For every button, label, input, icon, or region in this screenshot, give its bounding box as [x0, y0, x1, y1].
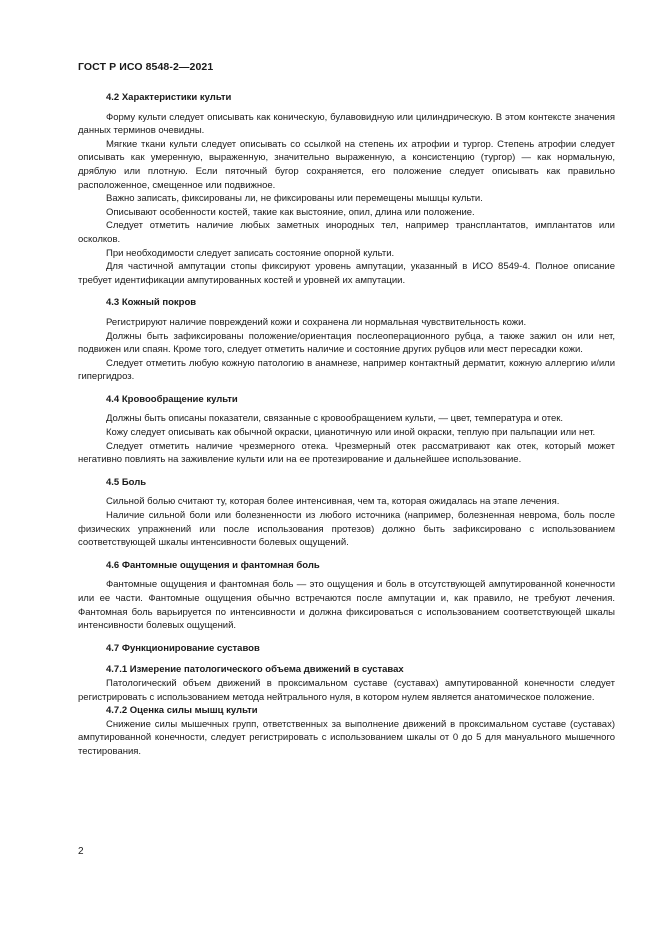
page-header: ГОСТ Р ИСО 8548-2—2021	[78, 61, 214, 73]
section-body	[78, 578, 615, 632]
section-body	[78, 111, 615, 288]
paragraph: При необходимости следует записать состояние опорной культи.	[106, 247, 395, 259]
section-body	[78, 495, 615, 549]
paragraph: Описывают особенности костей, такие как выстояние, опил, длина или положение.	[106, 206, 475, 218]
section-heading: 4.5 Боль	[106, 476, 147, 488]
paragraph: Сильной болью считают ту, которая более интенсивная, чем та, которая ожидалась на этапе лечения.	[106, 496, 560, 508]
paragraph: Кожу следует описывать как обычной окраски, цианотичную или иной окраски, теплую при пальпации или нет.	[106, 427, 596, 439]
section-body	[78, 718, 615, 759]
paragraph: Патологический объем движений в проксимальном суставе (суставах) ампутированной конечности следует регистрировать с использованием метода нейтрального нуля, в котором нулем является анатомическое положение.	[78, 677, 615, 703]
page-number: 2	[78, 846, 84, 857]
paragraph: Следует отметить наличие чрезмерного отека. Чрезмерный отек рассматривают как отек, который может негативно повлиять на заживление культи или на ее протезирование и дальнейшее использование.	[78, 440, 615, 466]
subsection-heading: 4.7.2 Оценка силы мышц культи	[106, 705, 258, 717]
paragraph: Наличие сильной боли или болезненности из любого источника (например, болезненная неврома, боль после физических упражнений или после использования протезов) должно быть зафиксировано с использованием соответствующей шкалы интенсивности болевых ощущений.	[78, 510, 615, 549]
section-heading: 4.6 Фантомные ощущения и фантомная боль	[106, 559, 320, 571]
paragraph: Должны быть зафиксированы положение/ориентация послеоперационного рубца, а также зажил он или нет, подвижен или спаян. Кроме того, следует отметить наличие и состояние других рубцов или мест пересадки кожи.	[78, 330, 615, 356]
section-heading: 4.3 Кожный покров	[106, 297, 197, 309]
section-heading: 4.7 Функционирование суставов	[106, 642, 260, 654]
section-heading: 4.4 Кровообращение культи	[106, 393, 238, 405]
page-content	[78, 91, 615, 759]
paragraph: Важно записать, фиксированы ли, не фиксированы или перемещены мышцы культи.	[106, 193, 483, 205]
paragraph: Следует отметить любую кожную патологию в анамнезе, например контактный дерматит, кожную аллергию и/или гипергидроз.	[78, 357, 615, 383]
paragraph: Мягкие ткани культи следует описывать со ссылкой на степень их атрофии и тургор. Степень атрофии следует описывать как умеренную, выраженную, значительно выраженную, а консистенцию (тургор) — как нормальную, дряблую или плотную. Если пяточный бугор сохраняется, его положение следует описывать как правильно расположенное, смещенное или подвижное.	[78, 138, 615, 191]
paragraph: Снижение силы мышечных групп, ответственных за выполнение движений в проксимальном суставе (суставах) ампутированной конечности, следует регистрировать с использованием шкалы от 0 до 5 для мануального мышечного тестирования.	[78, 718, 615, 757]
section-body	[78, 677, 615, 704]
section-heading: 4.2 Характеристики культи	[106, 92, 232, 103]
paragraph: Следует отметить наличие любых заметных инородных тел, например трансплантатов, имплантатов или осколков.	[78, 220, 615, 245]
paragraph: Фантомные ощущения и фантомная боль — это ощущения и боль в отсутствующей ампутированной конечности или ее части. Фантомные ощущения обычно встречаются после ампутации и, как правило, не требуют лечения. Фантомная боль варьируется по интенсивности и должна фиксироваться с использованием соответствующей шкалы интенсивности болевых ощущений.	[78, 579, 615, 632]
subsection-heading: 4.7.1 Измерение патологического объема движений в суставах	[106, 664, 404, 676]
paragraph: Регистрируют наличие повреждений кожи и сохранена ли нормальная чувствительность кожи.	[106, 316, 527, 328]
paragraph: Для частичной ампутации стопы фиксируют уровень ампутации, указанный в ИСО 8549-4. Полное описание требует идентификации ампутированных костей и уровней их ампутации.	[78, 261, 615, 286]
paragraph: Форму культи следует описывать как коническую, булавовидную или цилиндрическую. В этом контексте значения данных терминов очевидны.	[78, 111, 615, 137]
paragraph: Должны быть описаны показатели, связанные с кровообращением культи, — цвет, температура и отек.	[106, 413, 564, 425]
section-body	[78, 316, 615, 384]
section-body	[78, 412, 615, 466]
